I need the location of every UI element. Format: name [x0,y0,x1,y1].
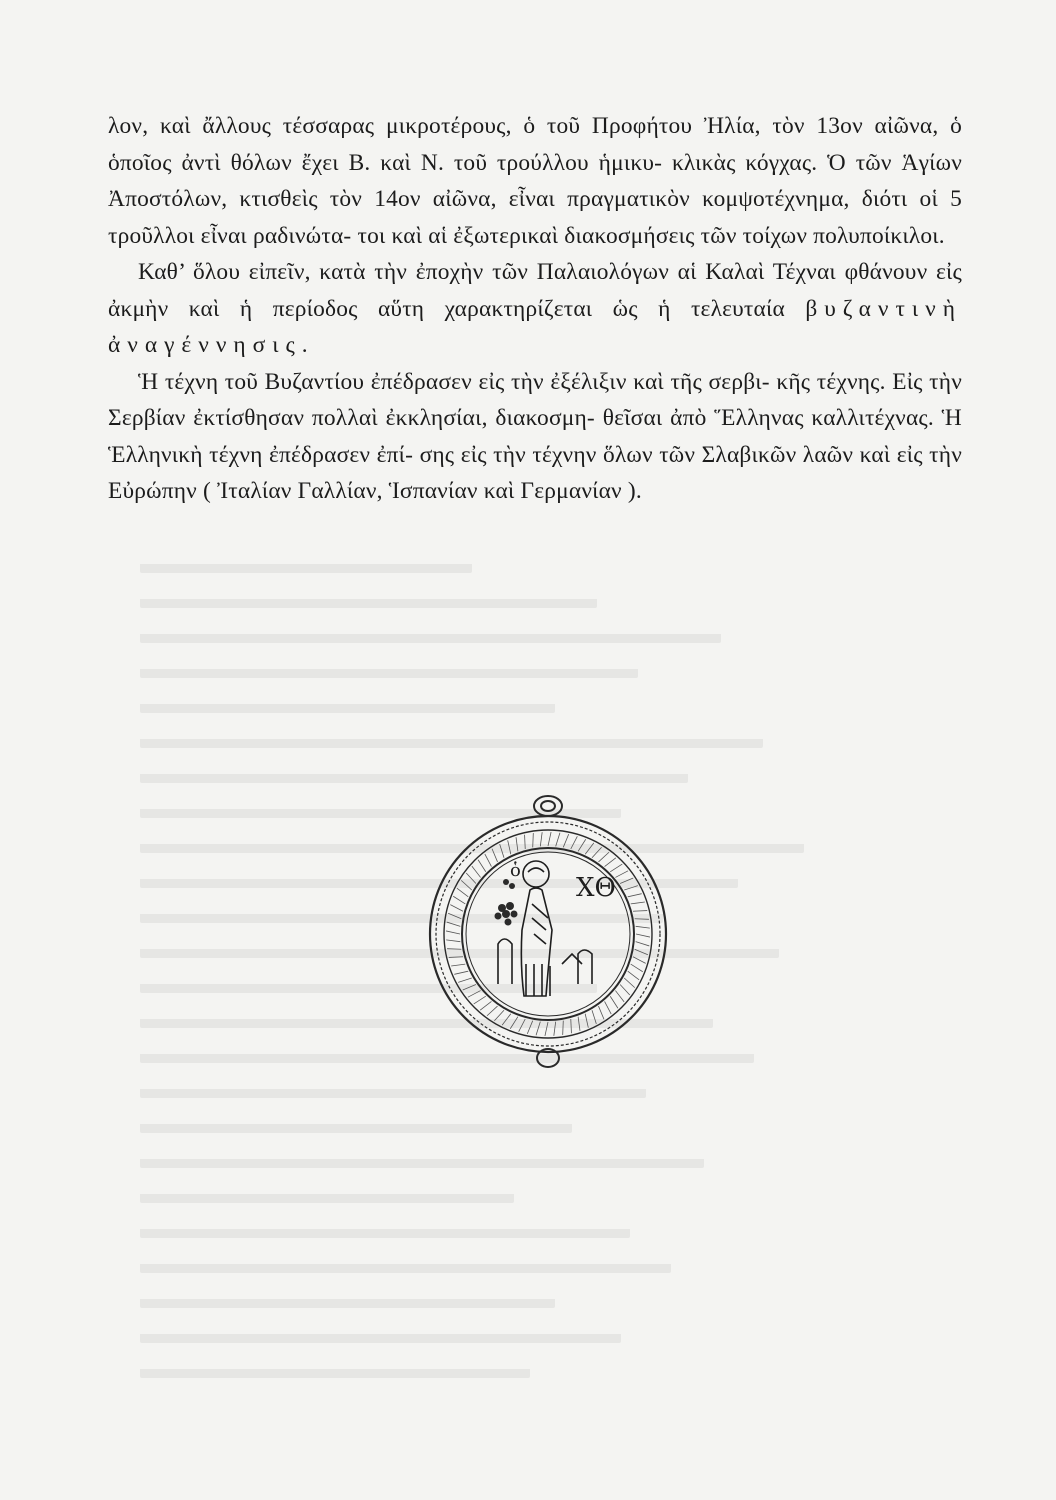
text-line: σης εἰς τὴν τέχνην ὅλων τῶν Σλαβικῶν λαῶν καὶ εἰς τὴν Εὐρώπην [108,441,962,504]
paragraph-3 [108,364,962,510]
text-line: Καθ’ ὅλου εἰπεῖν, κατὰ τὴν ἐποχὴν τῶν Παλαιολόγων αἱ Καλαὶ [138,259,765,285]
text-line: ( Ἰταλίαν Γαλλίαν, Ἱσπανίαν καὶ Γερμανίαν ). [203,478,642,504]
text-line: εἶναι πραγματικὸν κομψοτέχνημα, διότι οἱ 5 τροῦλλοι εἶναι ραδινώτα- [108,186,962,249]
paragraph-1 [108,108,962,254]
text-line: λον, καὶ ἄλλους τέσσαρας μικροτέρους, ὁ τοῦ Προφήτου Ἠλία, τὸν [108,113,805,139]
text-line: κλικὰς κόγχας. Ὁ τῶν Ἁγίων Ἀποστόλων, κτισθεὶς τὸν 14ον αἰῶνα, [108,149,962,212]
paragraph-2 [108,254,962,364]
text-line: κῆς τέχνης. Εἰς τὴν Σερβίαν ἐκτίσθησαν πολλαὶ ἐκκλησίαι, διακοσμη- [108,368,962,431]
spaced-emphasis: βυζαντινὴ ἀναγέννησις [108,295,962,358]
byzantine-seal-medallion-icon [428,794,668,1070]
text-line: 13ον αἰῶνα, ὁ ὁποῖος ἀντὶ θόλων ἔχει Β. καὶ Ν. τοῦ τρούλλου ἡμικυ- [108,113,962,176]
text-line: Τέχναι φθάνουν εἰς ἀκμὴν καὶ ἡ περίοδος αὕτη χαρακτηρίζεται ὡς ἡ [108,259,962,322]
text-line: Ἡ τέχνη τοῦ Βυζαντίου ἐπέδρασεν εἰς τὴν ἐξέλιξιν καὶ τῆς σερβι- [138,368,770,395]
text-line: θεῖσαι ἀπὸ Ἕλληνας καλλιτέχνας. Ἡ Ἑλληνικὴ τέχνη ἐπέδρασεν ἐπί- [108,405,962,468]
medallion-inscription: ΧΘ [576,873,616,903]
body-text [108,108,962,510]
text-line: τελευταία [690,295,806,322]
text-line: . [301,332,308,358]
svg-text:ὁ: ὁ [510,860,521,881]
text-line: τοι καὶ αἱ ἐξωτερικαὶ διακοσμήσεις τῶν τοίχων πολυποίκιλοι. [357,222,945,249]
